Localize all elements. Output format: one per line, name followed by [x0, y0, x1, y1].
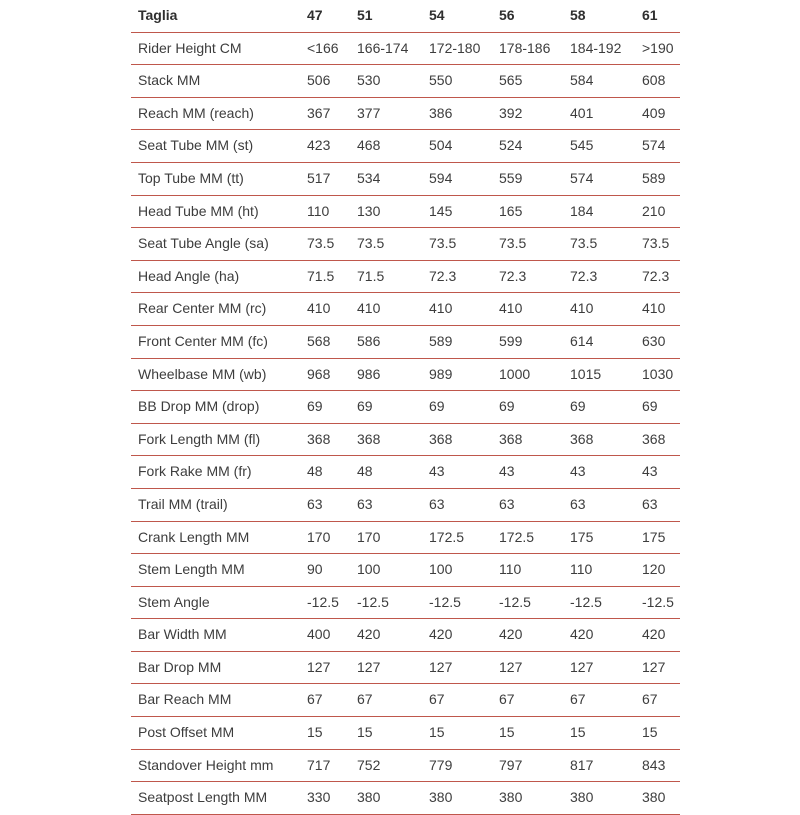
cell-value: 172.5 [429, 521, 499, 554]
table-row [131, 228, 680, 261]
cell-value: 409 [642, 97, 680, 130]
cell-value: 69 [499, 391, 570, 424]
table-row [131, 586, 680, 619]
cell-value: 368 [499, 423, 570, 456]
cell-value: 614 [570, 325, 642, 358]
cell-value: 423 [307, 130, 357, 163]
cell-value: 330 [307, 782, 357, 815]
cell-value: 574 [570, 162, 642, 195]
cell-value: 67 [429, 684, 499, 717]
cell-value: 586 [357, 325, 429, 358]
table-row [131, 423, 680, 456]
cell-value: 517 [307, 162, 357, 195]
cell-value: -12.5 [570, 586, 642, 619]
cell-value: 368 [642, 423, 680, 456]
table-row [131, 651, 680, 684]
cell-value: 72.3 [499, 260, 570, 293]
row-label: Fork Rake MM (fr) [131, 456, 307, 489]
row-label: Bar Reach MM [131, 684, 307, 717]
cell-value: 73.5 [307, 228, 357, 261]
row-label: Seat Tube MM (st) [131, 130, 307, 163]
row-label: Bar Drop MM [131, 651, 307, 684]
cell-value: 48 [307, 456, 357, 489]
cell-value: >190 [642, 32, 680, 65]
cell-value: 15 [642, 717, 680, 750]
row-label: Stem Length MM [131, 554, 307, 587]
cell-value: 15 [357, 717, 429, 750]
row-label: Post Offset MM [131, 717, 307, 750]
cell-value: 72.3 [642, 260, 680, 293]
cell-value: 73.5 [570, 228, 642, 261]
cell-value: 506 [307, 65, 357, 98]
cell-value: 69 [307, 391, 357, 424]
cell-value: 401 [570, 97, 642, 130]
cell-value: 380 [429, 782, 499, 815]
row-label: Top Tube MM (tt) [131, 162, 307, 195]
table-row [131, 619, 680, 652]
table-row [131, 554, 680, 587]
row-label: Bar Width MM [131, 619, 307, 652]
cell-value: 127 [357, 651, 429, 684]
cell-value: 420 [499, 619, 570, 652]
row-label: Crank Length MM [131, 521, 307, 554]
cell-value: 73.5 [499, 228, 570, 261]
cell-value: -12.5 [307, 586, 357, 619]
row-label: BB Drop MM (drop) [131, 391, 307, 424]
size-column-header: 51 [357, 0, 429, 32]
size-column-header: 61 [642, 0, 680, 32]
cell-value: 367 [307, 97, 357, 130]
cell-value: 524 [499, 130, 570, 163]
row-label: Stem Angle [131, 586, 307, 619]
row-label: Seat Tube Angle (sa) [131, 228, 307, 261]
cell-value: 843 [642, 749, 680, 782]
table-row [131, 456, 680, 489]
cell-value: 63 [357, 488, 429, 521]
table-row [131, 65, 680, 98]
cell-value: 584 [570, 65, 642, 98]
size-column-header: 54 [429, 0, 499, 32]
table-row [131, 717, 680, 750]
cell-value: 100 [429, 554, 499, 587]
cell-value: 110 [570, 554, 642, 587]
cell-value: 100 [357, 554, 429, 587]
corner-label: Taglia [131, 0, 307, 32]
cell-value: 67 [499, 684, 570, 717]
cell-value: 568 [307, 325, 357, 358]
cell-value: 15 [429, 717, 499, 750]
table-row [131, 130, 680, 163]
cell-value: 63 [307, 488, 357, 521]
cell-value: 989 [429, 358, 499, 391]
cell-value: 986 [357, 358, 429, 391]
table-row [131, 293, 680, 326]
cell-value: 110 [499, 554, 570, 587]
table-row [131, 325, 680, 358]
cell-value: 15 [499, 717, 570, 750]
cell-value: 368 [307, 423, 357, 456]
cell-value: 420 [429, 619, 499, 652]
cell-value: 968 [307, 358, 357, 391]
cell-value: 73.5 [642, 228, 680, 261]
cell-value: 43 [570, 456, 642, 489]
table-row [131, 488, 680, 521]
cell-value: 43 [429, 456, 499, 489]
header-row [131, 0, 680, 32]
row-label: Wheelbase MM (wb) [131, 358, 307, 391]
cell-value: 1030 [642, 358, 680, 391]
cell-value: 184-192 [570, 32, 642, 65]
cell-value: 599 [499, 325, 570, 358]
cell-value: 504 [429, 130, 499, 163]
cell-value: 545 [570, 130, 642, 163]
cell-value: 410 [429, 293, 499, 326]
table-row [131, 521, 680, 554]
cell-value: 43 [499, 456, 570, 489]
cell-value: 380 [357, 782, 429, 815]
cell-value: 110 [307, 195, 357, 228]
cell-value: 565 [499, 65, 570, 98]
cell-value: -12.5 [429, 586, 499, 619]
cell-value: 63 [429, 488, 499, 521]
cell-value: 127 [429, 651, 499, 684]
cell-value: 166-174 [357, 32, 429, 65]
cell-value: 63 [642, 488, 680, 521]
row-label: Rear Center MM (rc) [131, 293, 307, 326]
cell-value: 717 [307, 749, 357, 782]
cell-value: 69 [642, 391, 680, 424]
table-row [131, 782, 680, 815]
table-row [131, 358, 680, 391]
cell-value: 574 [642, 130, 680, 163]
size-column-header: 56 [499, 0, 570, 32]
cell-value: 468 [357, 130, 429, 163]
cell-value: -12.5 [642, 586, 680, 619]
cell-value: 550 [429, 65, 499, 98]
cell-value: 175 [642, 521, 680, 554]
size-column-header: 58 [570, 0, 642, 32]
cell-value: 589 [429, 325, 499, 358]
cell-value: 145 [429, 195, 499, 228]
cell-value: 72.3 [429, 260, 499, 293]
cell-value: 559 [499, 162, 570, 195]
cell-value: 410 [357, 293, 429, 326]
cell-value: 127 [570, 651, 642, 684]
row-label: Seatpost Length MM [131, 782, 307, 815]
cell-value: 15 [307, 717, 357, 750]
cell-value: -12.5 [357, 586, 429, 619]
size-column-header: 47 [307, 0, 357, 32]
row-label: Head Tube MM (ht) [131, 195, 307, 228]
cell-value: 175 [570, 521, 642, 554]
cell-value: 165 [499, 195, 570, 228]
cell-value: 817 [570, 749, 642, 782]
cell-value: 170 [307, 521, 357, 554]
cell-value: 410 [307, 293, 357, 326]
cell-value: 410 [642, 293, 680, 326]
table-row [131, 32, 680, 65]
cell-value: 630 [642, 325, 680, 358]
geometry-table [131, 0, 680, 815]
cell-value: 67 [570, 684, 642, 717]
cell-value: 368 [429, 423, 499, 456]
cell-value: 400 [307, 619, 357, 652]
cell-value: 210 [642, 195, 680, 228]
cell-value: 69 [357, 391, 429, 424]
cell-value: 127 [499, 651, 570, 684]
row-label: Rider Height CM [131, 32, 307, 65]
cell-value: 120 [642, 554, 680, 587]
row-label: Head Angle (ha) [131, 260, 307, 293]
table-row [131, 162, 680, 195]
cell-value: 420 [570, 619, 642, 652]
row-label: Trail MM (trail) [131, 488, 307, 521]
cell-value: 72.3 [570, 260, 642, 293]
cell-value: 380 [642, 782, 680, 815]
cell-value: 392 [499, 97, 570, 130]
cell-value: 15 [570, 717, 642, 750]
cell-value: 73.5 [357, 228, 429, 261]
cell-value: 1000 [499, 358, 570, 391]
cell-value: 67 [307, 684, 357, 717]
cell-value: 127 [307, 651, 357, 684]
row-label: Reach MM (reach) [131, 97, 307, 130]
cell-value: 69 [570, 391, 642, 424]
cell-value: 386 [429, 97, 499, 130]
row-label: Front Center MM (fc) [131, 325, 307, 358]
cell-value: 71.5 [357, 260, 429, 293]
table-row [131, 97, 680, 130]
cell-value: 594 [429, 162, 499, 195]
cell-value: 130 [357, 195, 429, 228]
table-row [131, 391, 680, 424]
cell-value: 73.5 [429, 228, 499, 261]
row-label: Stack MM [131, 65, 307, 98]
cell-value: 752 [357, 749, 429, 782]
table-row [131, 260, 680, 293]
cell-value: -12.5 [499, 586, 570, 619]
cell-value: 90 [307, 554, 357, 587]
cell-value: 530 [357, 65, 429, 98]
cell-value: 589 [642, 162, 680, 195]
row-label: Fork Length MM (fl) [131, 423, 307, 456]
cell-value: 67 [642, 684, 680, 717]
cell-value: 43 [642, 456, 680, 489]
cell-value: 178-186 [499, 32, 570, 65]
cell-value: 172.5 [499, 521, 570, 554]
cell-value: 380 [570, 782, 642, 815]
cell-value: 410 [499, 293, 570, 326]
row-label: Standover Height mm [131, 749, 307, 782]
cell-value: 380 [499, 782, 570, 815]
cell-value: 1015 [570, 358, 642, 391]
cell-value: 368 [570, 423, 642, 456]
cell-value: 368 [357, 423, 429, 456]
cell-value: 184 [570, 195, 642, 228]
cell-value: 420 [642, 619, 680, 652]
cell-value: 127 [642, 651, 680, 684]
cell-value: 69 [429, 391, 499, 424]
cell-value: 67 [357, 684, 429, 717]
cell-value: 71.5 [307, 260, 357, 293]
cell-value: <166 [307, 32, 357, 65]
table-row [131, 195, 680, 228]
size-geometry-spec-table [131, 0, 680, 815]
cell-value: 608 [642, 65, 680, 98]
table-row [131, 749, 680, 782]
cell-value: 377 [357, 97, 429, 130]
cell-value: 797 [499, 749, 570, 782]
cell-value: 63 [499, 488, 570, 521]
cell-value: 63 [570, 488, 642, 521]
cell-value: 534 [357, 162, 429, 195]
cell-value: 420 [357, 619, 429, 652]
cell-value: 779 [429, 749, 499, 782]
cell-value: 410 [570, 293, 642, 326]
cell-value: 170 [357, 521, 429, 554]
table-row [131, 684, 680, 717]
cell-value: 48 [357, 456, 429, 489]
cell-value: 172-180 [429, 32, 499, 65]
